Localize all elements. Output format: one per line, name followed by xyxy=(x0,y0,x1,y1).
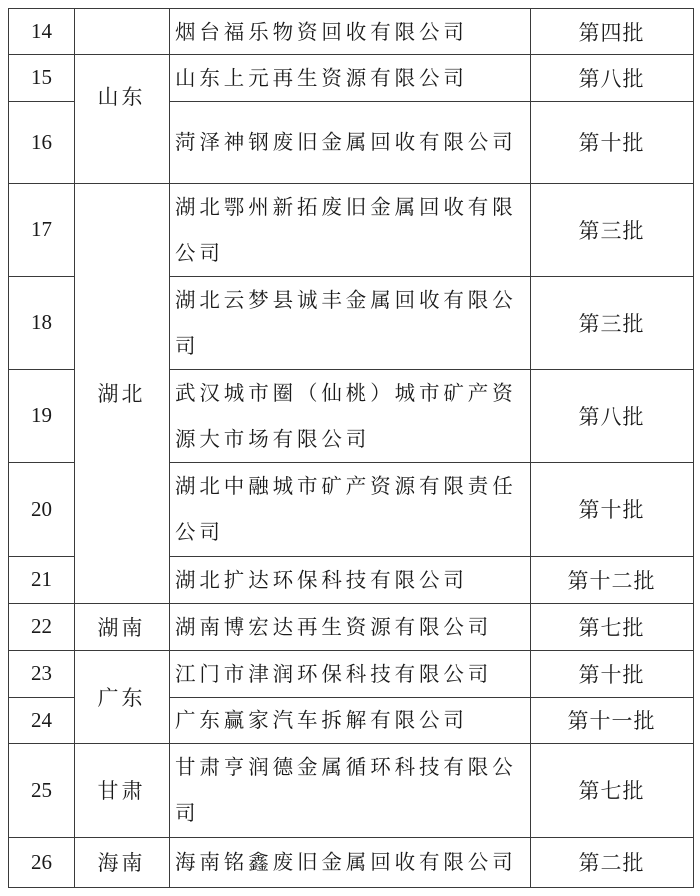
company-name: 菏泽神钢废旧金属回收有限公司 xyxy=(175,130,517,154)
batch-label: 第三批 xyxy=(578,218,645,243)
batch-label: 第八批 xyxy=(578,404,645,429)
company-name: 湖北鄂州新拓废旧金属回收有限公司 xyxy=(175,194,517,265)
company-name: 海南铭鑫废旧金属回收有限公司 xyxy=(175,850,517,874)
row-number: 14 xyxy=(31,19,52,43)
province-cell: 湖南 xyxy=(97,615,146,640)
batch-label: 第三批 xyxy=(578,311,645,336)
row-number: 25 xyxy=(31,777,52,802)
batch-label: 第二批 xyxy=(578,851,645,875)
batch-label: 第十一批 xyxy=(567,709,656,733)
batch-label: 第十批 xyxy=(578,498,645,522)
province-cell: 湖北 xyxy=(97,382,146,406)
province-cell: 甘肃 xyxy=(97,779,146,803)
row-number: 20 xyxy=(31,496,52,521)
row-number: 19 xyxy=(31,403,52,427)
batch-label: 第十二批 xyxy=(567,568,656,593)
company-name: 武汉城市圈（仙桃）城市矿产资源大市场有限公司 xyxy=(175,380,517,451)
company-name: 湖北云梦县诚丰金属回收有限公司 xyxy=(175,287,517,358)
company-name: 湖北中融城市矿产资源有限责任公司 xyxy=(175,474,517,544)
company-name: 湖北扩达环保科技有限公司 xyxy=(175,567,468,592)
province-cell: 山东 xyxy=(97,85,146,109)
row-number: 22 xyxy=(31,614,52,638)
row-number: 18 xyxy=(31,310,52,334)
company-name: 湖南博宏达再生资源有限公司 xyxy=(175,614,493,639)
batch-label: 第七批 xyxy=(578,779,645,803)
row-number: 16 xyxy=(31,129,52,154)
row-number: 15 xyxy=(31,65,52,89)
company-name: 甘肃亨润德金属循环科技有限公司 xyxy=(175,755,517,825)
row-number: 21 xyxy=(31,567,52,591)
company-name: 烟台福乐物资回收有限公司 xyxy=(175,19,468,44)
province-cell: 海南 xyxy=(97,851,146,875)
row-number: 23 xyxy=(31,661,52,685)
batch-label: 第十批 xyxy=(578,131,645,155)
company-table xyxy=(8,8,694,888)
province-cell: 广东 xyxy=(97,685,146,710)
row-number: 17 xyxy=(31,217,52,241)
company-name: 广东赢家汽车拆解有限公司 xyxy=(175,708,468,732)
row-number: 24 xyxy=(31,707,52,732)
company-name: 江门市津润环保科技有限公司 xyxy=(175,661,493,686)
batch-label: 第八批 xyxy=(578,66,645,91)
row-number: 26 xyxy=(31,849,52,874)
company-name: 山东上元再生资源有限公司 xyxy=(175,65,468,90)
batch-label: 第四批 xyxy=(578,20,645,45)
batch-label: 第十批 xyxy=(578,662,645,687)
batch-label: 第七批 xyxy=(578,615,645,640)
